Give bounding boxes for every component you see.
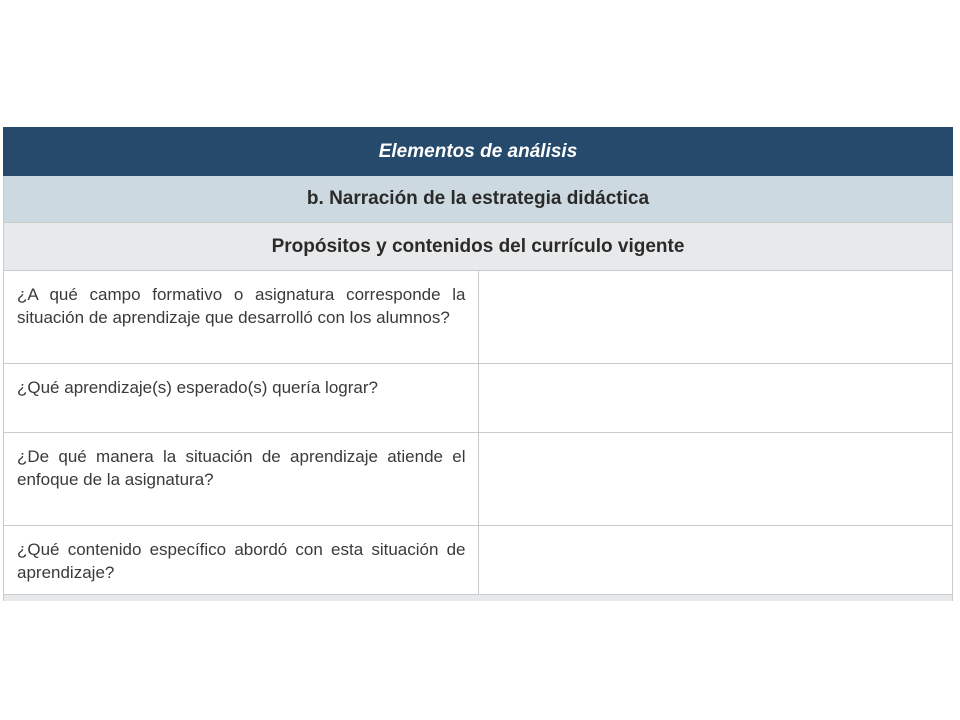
- question-row: [4, 433, 953, 526]
- answer-cell[interactable]: [478, 271, 953, 364]
- bottom-band: [4, 595, 953, 602]
- answer-cell[interactable]: [478, 526, 953, 595]
- table-title: Elementos de análisis: [4, 128, 953, 176]
- analysis-table: [3, 127, 953, 601]
- section-heading: Propósitos y contenidos del currículo vigente: [4, 223, 953, 271]
- question-cell: ¿A qué campo formativo o asignatura corresponde la situación de aprendizaje que desarrolló con los alumnos?: [4, 271, 479, 364]
- subtitle-row: [4, 176, 953, 223]
- question-row: [4, 526, 953, 595]
- table-bottom-edge: [4, 595, 953, 602]
- question-cell: ¿De qué manera la situación de aprendizaje atiende el enfoque de la asignatura?: [4, 433, 479, 526]
- question-cell: ¿Qué aprendizaje(s) esperado(s) quería lograr?: [4, 364, 479, 433]
- title-row: [4, 128, 953, 176]
- question-row: [4, 364, 953, 433]
- question-cell: ¿Qué contenido específico abordó con esta situación de aprendizaje?: [4, 526, 479, 595]
- answer-cell[interactable]: [478, 364, 953, 433]
- answer-cell[interactable]: [478, 433, 953, 526]
- question-row: [4, 271, 953, 364]
- section-row: [4, 223, 953, 271]
- table-subtitle: b. Narración de la estrategia didáctica: [4, 176, 953, 223]
